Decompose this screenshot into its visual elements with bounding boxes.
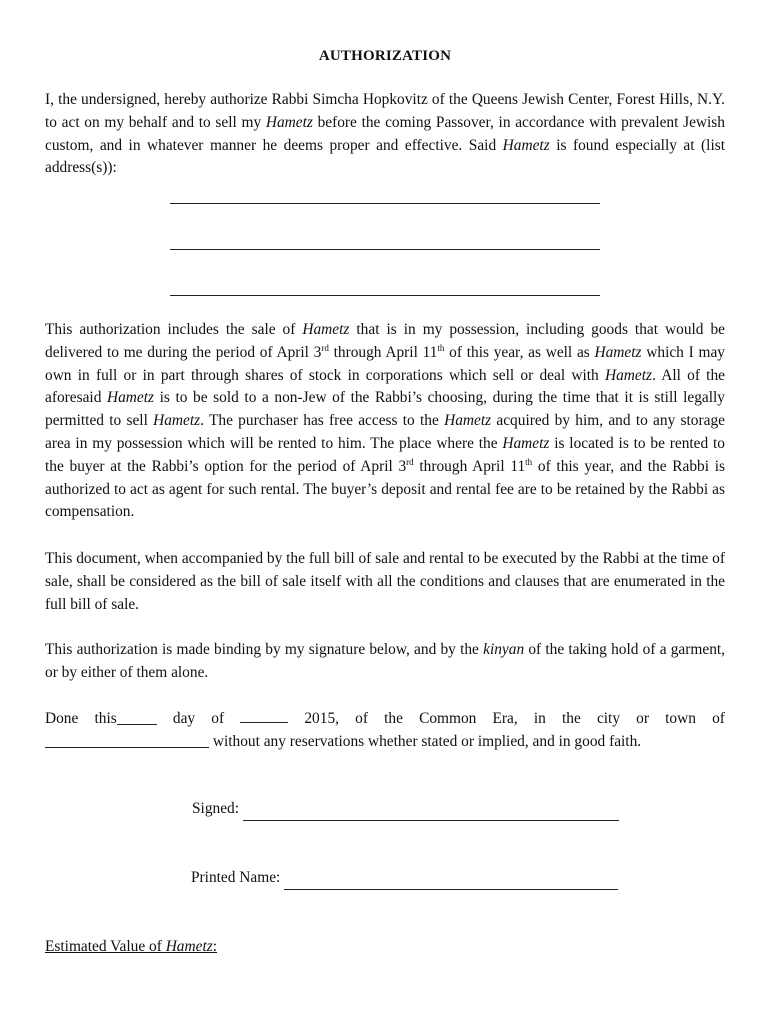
done-line-2: without any reservations whether stated or implied, and in good faith. bbox=[45, 731, 725, 754]
printed-name-label: Printed Name: bbox=[191, 869, 281, 886]
sale-paragraph: This authorization includes the sale of Hametz that is in my possession, including goods that would be delivered to me during the period of April 3rd through April 11th of this year, as well as Hametz which I may own in full or in part through shares of stock in corporations which sell or deal with Hametz. All of the aforesaid Hametz is to be sold to a non-Jew of the Rabbi’s choosing, during the time that it is still legally permitted to sell Hametz. The purchaser has free access to the Hametz acquired by him, and to any storage area in my possession which will be rented to him. The place where the Hametz is located is to be rented to the buyer at the Rabbi’s option for the period of April 3rd through April 11th of this year, and the Rabbi is authorized to act as agent for such rental. The buyer’s deposit and rental fee are to be retained by the Rabbi as compensation. bbox=[45, 321, 726, 521]
printed-name-row bbox=[191, 867, 618, 890]
done-line: Done this day of 2015, of the Common Era, in the city or town of bbox=[45, 710, 725, 727]
document-paragraph: This document, when accompanied by the full bill of sale and rental to be executed by the Rabbi at the time of sale, shall be considered as the bill of sale itself with all the conditions and clauses that are enumerated in the full bill of sale. bbox=[45, 550, 725, 613]
binding-paragraph: This authorization is made binding by my signature below, and by the kinyan of the taking hold of a garment, or by either of them alone. bbox=[45, 641, 726, 681]
address-line-2[interactable] bbox=[170, 249, 600, 250]
printed-name-line[interactable] bbox=[284, 873, 618, 890]
signed-label: Signed: bbox=[192, 800, 240, 817]
intro-paragraph: I, the undersigned, hereby authorize Rabbi Simcha Hopkovitz of the Queens Jewish Center, Forest Hills, N.Y. to act on my behalf and to sell my Hametz before the coming Passover, in accordance with prevalent Jewish custom, and in whatever manner he deems proper and effective. Said Hametz is found especially at (list address(s)): bbox=[45, 91, 725, 177]
signature-line[interactable] bbox=[243, 804, 619, 821]
estimated-value-label: Estimated Value of Hametz: bbox=[45, 938, 217, 955]
address-line-3[interactable] bbox=[170, 295, 600, 296]
month-blank[interactable] bbox=[240, 708, 288, 723]
city-blank[interactable] bbox=[45, 733, 209, 748]
address-line-1[interactable] bbox=[170, 203, 600, 204]
day-blank[interactable] bbox=[117, 710, 157, 725]
signed-row bbox=[192, 798, 619, 821]
document-title: AUTHORIZATION bbox=[318, 48, 452, 64]
